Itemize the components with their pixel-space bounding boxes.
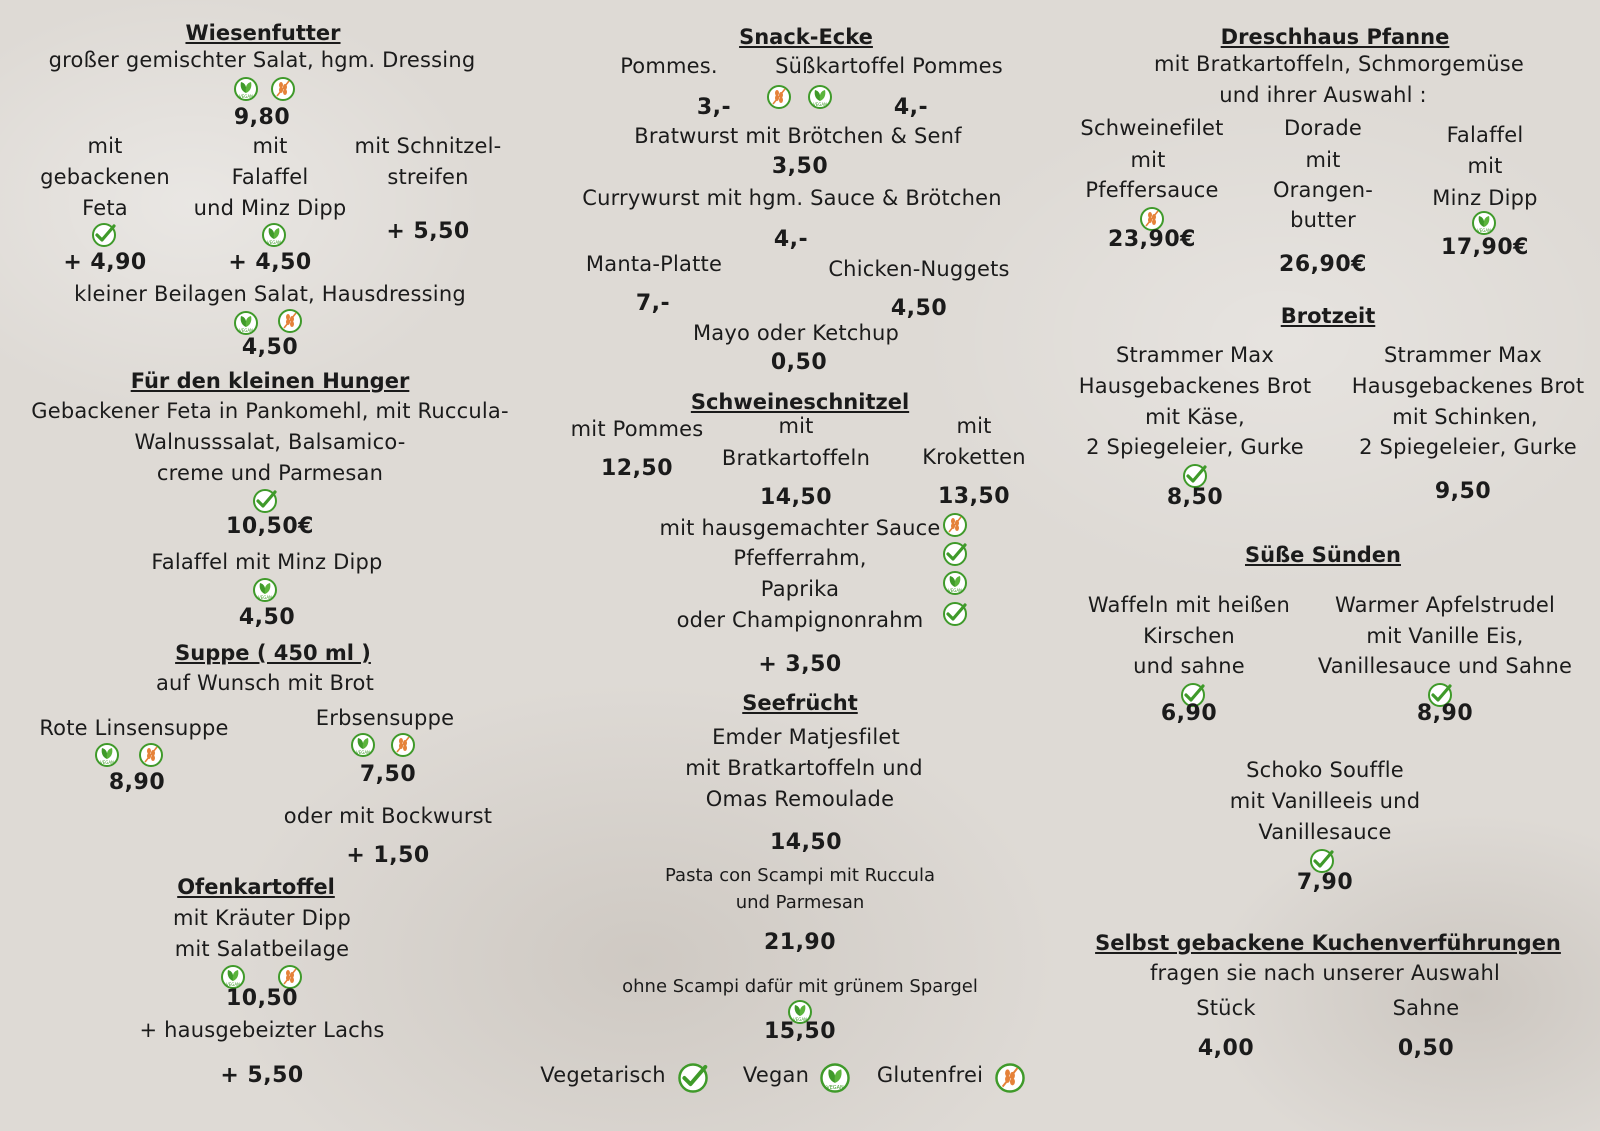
brotzeit-b-line2: Hausgebackenes Brot bbox=[1351, 374, 1585, 398]
schnitzel-pommes-price: 12,50 bbox=[600, 456, 674, 481]
chicken-nuggets: Chicken-Nuggets bbox=[828, 257, 1010, 281]
suesskartoffel-price: 4,- bbox=[893, 95, 929, 120]
wheat-icon bbox=[390, 732, 416, 758]
brotzeit-a-line2: Hausgebackenes Brot bbox=[1078, 374, 1312, 398]
option-schnitzel-price: + 5,50 bbox=[386, 219, 470, 244]
option-feta-price: + 4,90 bbox=[63, 250, 147, 275]
schoko-line2: mit Vanilleeis und bbox=[1229, 789, 1421, 813]
wheat-icon bbox=[270, 76, 296, 102]
schnitzel-pommes: mit Pommes bbox=[570, 417, 704, 441]
brotzeit-a-line1: Strammer Max bbox=[1115, 343, 1275, 367]
sauce-pfefferrahm: Pfefferrahm, bbox=[733, 546, 867, 570]
heading-kuchen: Selbst gebackene Kuchenverführungen bbox=[1095, 931, 1561, 955]
legend-vegetarisch: Vegetarisch bbox=[540, 1063, 666, 1087]
mayo-price: 0,50 bbox=[770, 350, 828, 375]
kuchen-sahne-price: 0,50 bbox=[1397, 1036, 1455, 1061]
bratwurst-price: 3,50 bbox=[771, 154, 829, 179]
vegan-leaf-icon bbox=[1471, 210, 1497, 236]
vegan-leaf-icon bbox=[807, 84, 833, 110]
schnitzel-brat-line2: Bratkartoffeln bbox=[721, 446, 871, 470]
option-schnitzel-line1: mit Schnitzel- bbox=[354, 134, 502, 158]
ofenkartoffel-price: 10,50 bbox=[225, 986, 299, 1011]
bockwurst-option: oder mit Bockwurst bbox=[283, 804, 493, 828]
manta-price: 7,- bbox=[635, 291, 671, 316]
erbsensuppe: Erbsensuppe bbox=[315, 706, 455, 730]
mayo-ketchup: Mayo oder Ketchup bbox=[692, 321, 900, 345]
option-feta-line3: Feta bbox=[82, 196, 128, 220]
heading-dreschhaus-pfanne: Dreschhaus Pfanne bbox=[1220, 25, 1450, 49]
legend-vegan: Vegan bbox=[742, 1063, 810, 1087]
matjes-price: 14,50 bbox=[769, 830, 843, 855]
matjes-line3: Omas Remoulade bbox=[705, 787, 895, 811]
check-icon bbox=[252, 488, 278, 514]
dorade-line4: butter bbox=[1290, 208, 1356, 232]
ofenkartoffel-line2: mit Salatbeilage bbox=[174, 937, 350, 961]
brotzeit-b-price: 9,50 bbox=[1434, 479, 1492, 504]
ofenkartoffel-line1: mit Kräuter Dipp bbox=[172, 906, 352, 930]
pommes: Pommes. bbox=[620, 54, 718, 78]
brotzeit-b-line4: 2 Spiegeleier, Gurke bbox=[1359, 435, 1577, 459]
waffel-line2: Kirschen bbox=[1143, 624, 1235, 648]
sauce-intro: mit hausgemachter Sauce bbox=[659, 516, 941, 540]
strudel-line3: Vanillesauce und Sahne bbox=[1317, 654, 1573, 678]
wiesenfutter-description: großer gemischter Salat, hgm. Dressing bbox=[48, 48, 476, 72]
pasta-price: 21,90 bbox=[763, 930, 837, 955]
sauce-price: + 3,50 bbox=[758, 652, 842, 677]
currywurst-price: 4,- bbox=[773, 227, 809, 252]
bratwurst: Bratwurst mit Brötchen & Senf bbox=[634, 124, 962, 148]
waffel-price: 6,90 bbox=[1160, 701, 1218, 726]
brotzeit-a-line3: mit Käse, bbox=[1145, 405, 1245, 429]
option-schnitzel-line2: streifen bbox=[387, 165, 469, 189]
spargel-option: ohne Scampi dafür mit grünem Spargel bbox=[622, 976, 978, 997]
pasta-line1: Pasta con Scampi mit Ruccula bbox=[665, 865, 935, 886]
dorade-price: 26,90€ bbox=[1279, 252, 1367, 277]
vegan-leaf-icon bbox=[819, 1062, 851, 1094]
schnitzel-krok-price: 13,50 bbox=[937, 484, 1011, 509]
option-feta-line1: mit bbox=[87, 134, 123, 158]
brotzeit-a-line4: 2 Spiegeleier, Gurke bbox=[1086, 435, 1304, 459]
suppe-subtitle: auf Wunsch mit Brot bbox=[155, 671, 375, 695]
erbsensuppe-price: 7,50 bbox=[359, 762, 417, 787]
wheat-icon bbox=[942, 512, 968, 538]
schoko-line3: Vanillesauce bbox=[1258, 820, 1392, 844]
schnitzel-brat-price: 14,50 bbox=[759, 485, 833, 510]
wheat-icon bbox=[277, 308, 303, 334]
lachs-option: + hausgebeizter Lachs bbox=[139, 1018, 385, 1042]
linsensuppe: Rote Linsensuppe bbox=[39, 716, 229, 740]
lachs-price: + 5,50 bbox=[220, 1063, 304, 1088]
heading-brotzeit: Brotzeit bbox=[1280, 304, 1376, 328]
check-icon bbox=[91, 222, 117, 248]
check-icon bbox=[942, 541, 968, 567]
brotzeit-b-line1: Strammer Max bbox=[1383, 343, 1543, 367]
heading-kleiner-hunger: Für den kleinen Hunger bbox=[130, 369, 410, 393]
vegan-leaf-icon bbox=[252, 577, 278, 603]
wheat-icon bbox=[138, 742, 164, 768]
wiesenfutter-price: 9,80 bbox=[233, 105, 291, 130]
manta-platte: Manta-Platte bbox=[585, 252, 723, 276]
schweinefilet-line2: mit bbox=[1130, 148, 1166, 172]
option-falaffel-price: + 4,50 bbox=[228, 250, 312, 275]
heading-wiesenfutter: Wiesenfutter bbox=[185, 21, 341, 45]
dorade-line1: Dorade bbox=[1284, 116, 1362, 140]
matjes-line2: mit Bratkartoffeln und bbox=[685, 756, 923, 780]
nuggets-price: 4,50 bbox=[890, 296, 948, 321]
option-falaffel-line1: mit bbox=[252, 134, 288, 158]
pfanne-sub2: und ihrer Auswahl : bbox=[1219, 83, 1427, 107]
brotzeit-a-price: 8,50 bbox=[1166, 485, 1224, 510]
vegan-leaf-icon bbox=[942, 570, 968, 596]
falaffel-pfanne-line1: Falaffel bbox=[1446, 123, 1524, 147]
kuchen-stueck: Stück bbox=[1196, 996, 1256, 1020]
schweinefilet-line1: Schweinefilet bbox=[1080, 116, 1224, 140]
sauce-champignon: oder Champignonrahm bbox=[676, 608, 924, 632]
heading-schweineschnitzel: Schweineschnitzel bbox=[690, 390, 910, 414]
option-falaffel-line3: und Minz Dipp bbox=[193, 196, 347, 220]
small-salad: kleiner Beilagen Salat, Hausdressing bbox=[74, 282, 466, 306]
vegan-leaf-icon bbox=[94, 742, 120, 768]
strudel-price: 8,90 bbox=[1416, 701, 1474, 726]
heading-suppe: Suppe ( 450 ml ) bbox=[175, 641, 371, 665]
vegan-leaf-icon bbox=[233, 310, 259, 336]
schoko-line1: Schoko Souffle bbox=[1246, 758, 1404, 782]
falaffel-pfanne-line2: mit bbox=[1467, 154, 1503, 178]
vegan-leaf-icon bbox=[233, 76, 259, 102]
schnitzel-krok-line1: mit bbox=[956, 414, 992, 438]
falaffel-pfanne-price: 17,90€ bbox=[1441, 235, 1529, 260]
wheat-icon bbox=[994, 1062, 1026, 1094]
waffel-line3: und sahne bbox=[1133, 654, 1245, 678]
kuchen-subtitle: fragen sie nach unserer Auswahl bbox=[1149, 961, 1501, 985]
waffel-line1: Waffeln mit heißen bbox=[1087, 593, 1291, 617]
dorade-line2: mit bbox=[1305, 148, 1341, 172]
wheat-icon bbox=[766, 84, 792, 110]
falaffel-price: 4,50 bbox=[238, 605, 296, 630]
pommes-price: 3,- bbox=[696, 95, 732, 120]
schoko-price: 7,90 bbox=[1296, 870, 1354, 895]
spargel-price: 15,50 bbox=[763, 1019, 837, 1044]
suesskartoffel-pommes: Süßkartoffel Pommes bbox=[775, 54, 1003, 78]
currywurst: Currywurst mit hgm. Sauce & Brötchen bbox=[582, 186, 1002, 210]
schweinefilet-line3: Pfeffersauce bbox=[1085, 178, 1219, 202]
schweinefilet-price: 23,90€ bbox=[1108, 227, 1196, 252]
feta-line1: Gebackener Feta in Pankomehl, mit Ruccula- bbox=[31, 399, 509, 423]
heading-ofenkartoffel: Ofenkartoffel bbox=[177, 875, 335, 899]
sauce-paprika: Paprika bbox=[760, 577, 840, 601]
heading-snack-ecke: Snack-Ecke bbox=[739, 25, 873, 49]
check-icon bbox=[677, 1062, 709, 1094]
schnitzel-brat-line1: mit bbox=[778, 414, 814, 438]
option-feta-line2: gebackenen bbox=[40, 165, 170, 189]
feta-price: 10,50€ bbox=[226, 514, 314, 539]
feta-line3: creme und Parmesan bbox=[156, 461, 384, 485]
strudel-line2: mit Vanille Eis, bbox=[1366, 624, 1524, 648]
check-icon bbox=[942, 601, 968, 627]
strudel-line1: Warmer Apfelstrudel bbox=[1334, 593, 1556, 617]
kuchen-sahne: Sahne bbox=[1392, 996, 1460, 1020]
falaffel-pfanne-line3: Minz Dipp bbox=[1432, 186, 1538, 210]
legend-glutenfrei: Glutenfrei bbox=[876, 1063, 984, 1087]
falaffel-dish: Falaffel mit Minz Dipp bbox=[151, 550, 383, 574]
matjes-line1: Emder Matjesfilet bbox=[712, 725, 900, 749]
pfanne-sub1: mit Bratkartoffeln, Schmorgemüse bbox=[1154, 52, 1524, 76]
brotzeit-b-line3: mit Schinken, bbox=[1392, 405, 1538, 429]
small-salad-price: 4,50 bbox=[241, 335, 299, 360]
bockwurst-price: + 1,50 bbox=[346, 843, 430, 868]
kuchen-stueck-price: 4,00 bbox=[1197, 1036, 1255, 1061]
schnitzel-krok-line2: Kroketten bbox=[922, 445, 1026, 469]
dorade-line3: Orangen- bbox=[1272, 178, 1374, 202]
vegan-leaf-icon bbox=[350, 732, 376, 758]
heading-seefrucht: Seefrücht bbox=[742, 691, 858, 715]
linsensuppe-price: 8,90 bbox=[108, 770, 166, 795]
heading-suesse-suenden: Süße Sünden bbox=[1245, 543, 1401, 567]
vegan-leaf-icon bbox=[261, 222, 287, 248]
feta-line2: Walnusssalat, Balsamico- bbox=[134, 430, 406, 454]
option-falaffel-line2: Falaffel bbox=[231, 165, 309, 189]
pasta-line2: und Parmesan bbox=[735, 892, 865, 913]
